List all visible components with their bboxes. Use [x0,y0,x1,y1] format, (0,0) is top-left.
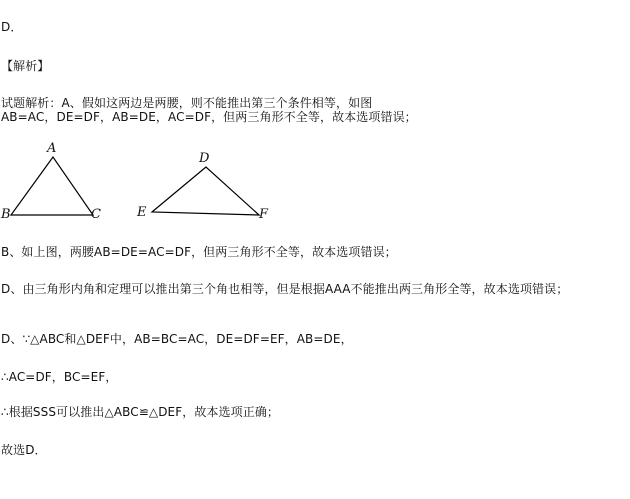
analysis-heading: 【解析】 [1,59,50,73]
therefore-line-1: ∴AC=DF，BC=EF， [1,370,118,384]
vertex-label-a: A [47,141,57,156]
therefore-line-2: ∴根据SSS可以推出△ABC≌△DEF，故本选项正确； [1,405,280,419]
vertex-label-b: B [1,207,11,222]
vertex-label-c: C [91,207,101,222]
conclusion-line: 故选D． [1,443,47,457]
intro-line: 试题解析：A、假如这两边是两腰，则不能推出第三个条件相等，如图 [1,96,373,110]
vertex-label-e: E [137,205,147,220]
triangle-abc [11,157,93,215]
option-a-line: AB=AC，DE=DF，AB=DE，AC=DF，但两三角形不全等，故本选项错误； [1,110,417,124]
option-d-line: D、∵△ABC和△DEF中，AB=BC=AC，DE=DF=EF，AB=DE， [1,332,353,346]
vertex-label-f: F [259,207,269,222]
vertex-label-d: D [199,151,210,166]
answer-line: D． [1,20,23,34]
option-c-line: D、由三角形内角和定理可以推出第三个角也相等，但是根据AAA不能推出两三角形全等，故本选项错误； [1,282,569,296]
option-b-line: B、如上图，两腰AB=DE=AC=DF，但两三角形不全等，故本选项错误； [1,245,397,259]
triangle-def [152,167,259,215]
